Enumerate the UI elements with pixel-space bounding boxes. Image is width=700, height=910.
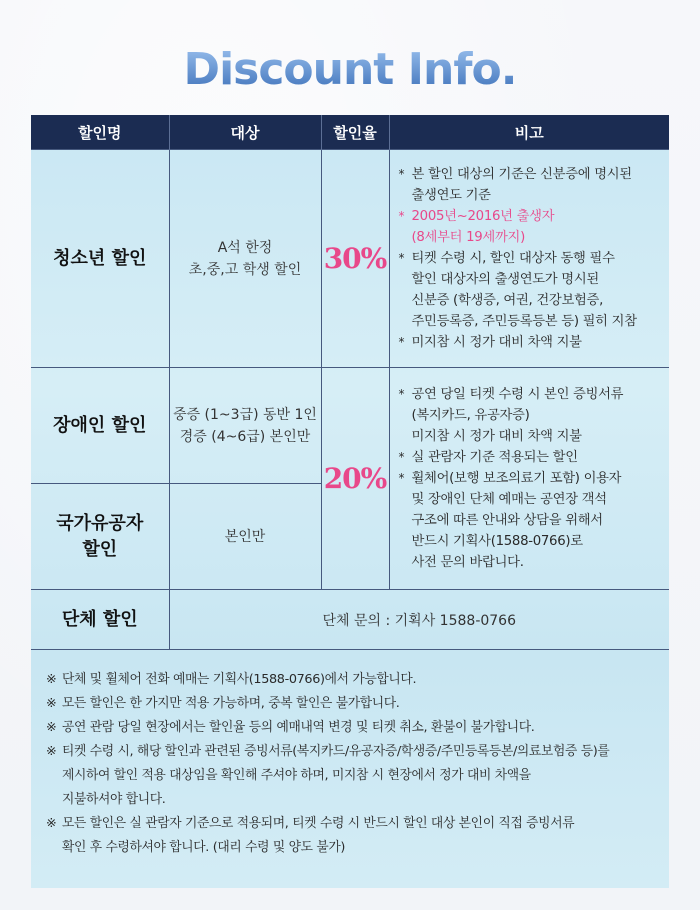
note-line: 주민등록증, 주민등록등본 등) 필히 지참 <box>411 314 637 329</box>
footnote-line: 지불하셔야 합니다. <box>62 792 166 807</box>
reference-mark-icon: ※ <box>46 672 57 687</box>
merit-target: 본인만 <box>169 484 321 590</box>
disabled-target-line: 중증 (1~3급) 동반 1인 <box>173 406 317 423</box>
footnote-line: 공연 관람 당일 현장에서는 할인율 등의 예매내역 변경 및 티켓 취소, 환불이 불가합니다. <box>62 720 535 735</box>
footnote-line: 제시하여 할인 적용 대상임을 확인해 주셔야 하며, 미지참 시 현장에서 정가 대비 차액을 <box>62 768 531 783</box>
merit-name-line: 할인 <box>82 538 118 560</box>
note-line: 2005년~2016년 출생자 <box>411 209 555 224</box>
disabled-target-line: 경증 (4~6급) 본인만 <box>179 428 311 445</box>
youth-name: 청소년 할인 <box>31 150 169 368</box>
star-bullet-icon: * <box>398 209 405 223</box>
star-bullet-icon: * <box>398 167 405 181</box>
disabled-target <box>169 368 321 484</box>
note-line: 신분증 (학생증, 여권, 건강보험증, <box>411 293 604 308</box>
discount-table <box>31 115 669 650</box>
note-item <box>399 164 664 206</box>
merit-name-line: 국가유공자 <box>56 512 144 534</box>
note-line: 할인 대상자의 출생연도가 명시된 <box>411 272 599 287</box>
note-line: 티켓 수령 시, 할인 대상자 동행 필수 <box>411 251 615 266</box>
youth-target <box>169 150 321 368</box>
footnote-item <box>46 740 666 812</box>
note-line: 및 장애인 단체 예매는 공연장 객석 <box>411 492 607 507</box>
reference-mark-icon: ※ <box>46 816 57 831</box>
table-header-row <box>31 115 669 150</box>
footnote-item <box>46 668 666 692</box>
youth-target-line: 초,중,고 학생 할인 <box>188 261 302 278</box>
page-title: Discount Info. <box>0 44 700 95</box>
merit-name <box>31 484 169 590</box>
reference-mark-icon: ※ <box>46 720 57 735</box>
note-line: 구조에 따른 안내와 상담을 위해서 <box>411 513 603 528</box>
footnote-line: 모든 할인은 실 관람자 기준으로 적용되며, 티켓 수령 시 반드시 할인 대상 본인이 직접 증빙서류 <box>62 816 575 831</box>
note-item <box>399 248 664 332</box>
note-line: 반드시 기획사(1588-0766)로 <box>411 534 583 549</box>
youth-target-line: A석 한정 <box>217 239 273 256</box>
shared-notes <box>389 368 669 590</box>
note-item <box>399 384 664 447</box>
footnote-line: 확인 후 수령하셔야 합니다. (대리 수령 및 양도 불가) <box>62 840 345 855</box>
disabled-name: 장애인 할인 <box>31 368 169 484</box>
footnote-line: 티켓 수령 시, 해당 할인과 관련된 증빙서류(복지카드/유공자증/학생증/주민등록등본/의료보험증 등)를 <box>62 744 610 759</box>
note-line: 실 관람자 기준 적용되는 할인 <box>411 450 578 465</box>
note-line: 본 할인 대상의 기준은 신분증에 명시된 <box>411 167 632 182</box>
footnote-item <box>46 692 666 716</box>
shared-rate: 20% <box>321 368 389 590</box>
reference-mark-icon: ※ <box>46 696 57 711</box>
reference-mark-icon: ※ <box>46 744 57 759</box>
star-bullet-icon: * <box>398 450 405 464</box>
footnote-line: 단체 및 휠체어 전화 예매는 기획사(1588-0766)에서 가능합니다. <box>62 672 417 687</box>
note-item <box>399 468 664 573</box>
star-bullet-icon: * <box>398 335 405 349</box>
table-row-group <box>31 590 669 650</box>
footnote-item <box>46 812 666 860</box>
note-item <box>399 447 664 468</box>
note-line: 출생연도 기준 <box>411 188 491 203</box>
youth-rate: 30% <box>321 150 389 368</box>
note-item <box>399 332 664 353</box>
note-line: 사전 문의 바랍니다. <box>411 555 524 570</box>
table-row-youth <box>31 150 669 368</box>
footnote-line: 모든 할인은 한 가지만 적용 가능하며, 중복 할인은 불가합니다. <box>62 696 400 711</box>
header-rate: 할인율 <box>321 115 389 150</box>
note-line: 미지참 시 정가 대비 차액 지불 <box>411 335 582 350</box>
header-target: 대상 <box>169 115 321 150</box>
header-notes: 비고 <box>389 115 669 150</box>
note-line: 미지참 시 정가 대비 차액 지불 <box>411 429 582 444</box>
youth-notes <box>389 150 669 368</box>
note-line: (8세부터 19세까지) <box>411 230 525 245</box>
note-line: (복지카드, 유공자증) <box>411 408 530 423</box>
note-item-highlight <box>399 206 664 248</box>
group-name: 단체 할인 <box>31 590 169 650</box>
table-row-disabled <box>31 368 669 484</box>
header-discount-name: 할인명 <box>31 115 169 150</box>
star-bullet-icon: * <box>398 471 405 485</box>
note-line: 휠체어(보행 보조의료기 포함) 이용자 <box>411 471 622 486</box>
star-bullet-icon: * <box>398 387 405 401</box>
star-bullet-icon: * <box>398 251 405 265</box>
group-contact: 단체 문의 : 기획사 1588-0766 <box>169 590 669 650</box>
footnotes <box>46 668 666 860</box>
note-line: 공연 당일 티켓 수령 시 본인 증빙서류 <box>411 387 624 402</box>
footnote-item <box>46 716 666 740</box>
